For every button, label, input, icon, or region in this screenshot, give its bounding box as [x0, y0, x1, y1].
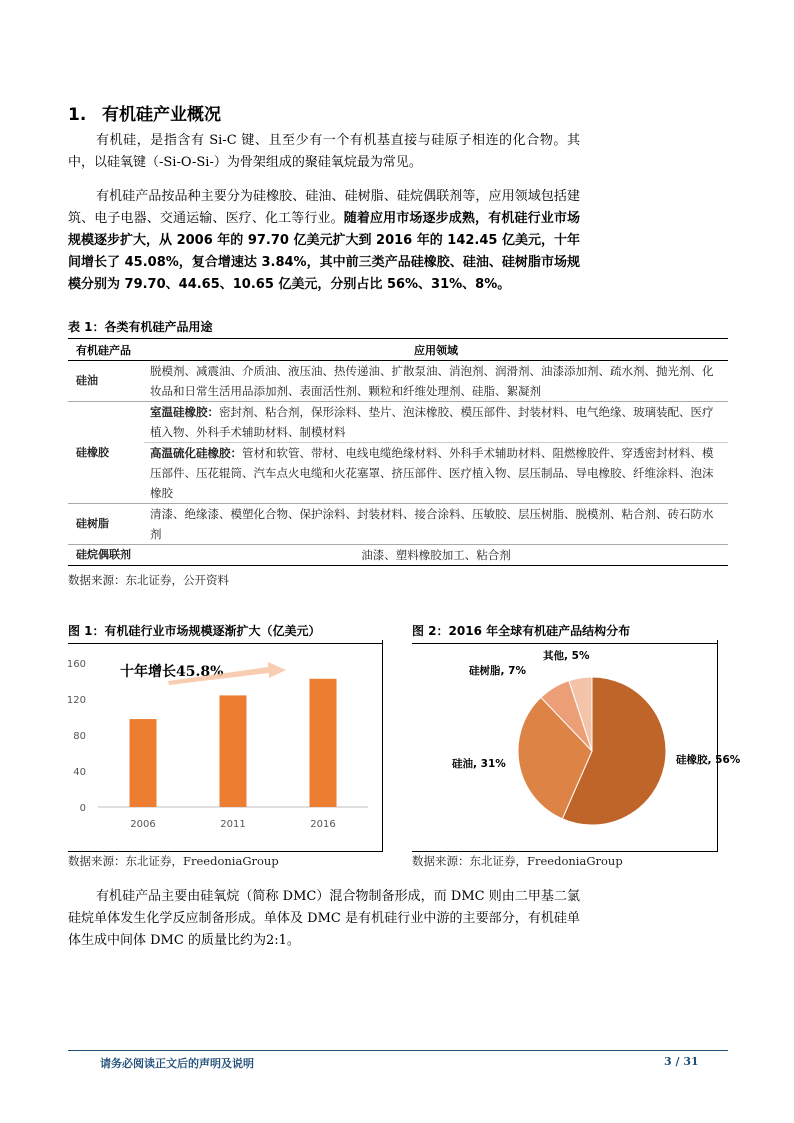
section-number: 1.: [68, 105, 87, 125]
htv-label: 高温硫化硅橡胶：: [150, 446, 242, 460]
product-uses: 油漆、塑料橡胶加工、粘合剂: [144, 545, 728, 566]
table-row: [68, 545, 728, 566]
x-tick-label: 2016: [310, 819, 336, 830]
growth-annotation: 十年增长45.8%: [120, 664, 224, 680]
table-row: [68, 361, 728, 402]
y-tick-label: 120: [66, 695, 86, 706]
header-product: 有机硅产品: [68, 339, 144, 361]
rtv-uses: 密封剂、粘合剂，保形涂料、垫片、泡沫橡胶、模压部件、封装材料、电气绝缘、玻璃装配、医疗植入物、外科手术辅助材料、制模材料: [150, 405, 714, 439]
table-row: [68, 443, 728, 504]
table-source: 数据来源：东北证券，公开资料: [68, 573, 229, 587]
market-text-plain: 有机硅产品按品种主要分为硅橡胶、硅油、硅树脂、硅烷偶联剂等，应用领域包括建筑、电子电器、交通运输、医疗、化工等行业。: [68, 189, 580, 226]
y-tick-label: 40: [73, 767, 86, 778]
y-tick-label: 160: [66, 659, 86, 670]
figure1-right-rule: [382, 640, 383, 852]
bar: [310, 679, 337, 807]
table-row: [68, 504, 728, 545]
product-uses: [144, 443, 728, 504]
pie-slice-label: 硅油, 31%: [452, 758, 506, 770]
bar: [220, 695, 247, 807]
section-heading: [68, 100, 221, 125]
header-uses: 应用领域: [144, 339, 728, 361]
y-tick-label: 80: [73, 731, 86, 742]
y-tick-label: 0: [79, 803, 86, 814]
footer-rule: [68, 1050, 728, 1051]
figure2-source: 数据来源：东北证券，FreedoniaGroup: [412, 854, 623, 868]
pie-slice-label: 硅树脂, 7%: [469, 665, 526, 677]
product-name: 硅橡胶: [68, 402, 144, 504]
product-name: 硅树脂: [68, 504, 144, 545]
bar: [130, 719, 157, 807]
pie-slice-label: 硅橡胶, 56%: [676, 754, 741, 766]
product-uses: 脱模剂、减震油、介质油、液压油、热传递油、扩散泵油、消泡剂、润滑剂、油漆添加剂、疏水剂、抛光剂、化妆品和日常生活用品添加剂、表面活性剂、颗粒和纤维处理剂、硅脂、絮凝剂: [144, 361, 728, 402]
figure1-source: 数据来源：东北证券，FreedoniaGroup: [68, 854, 279, 868]
x-tick-label: 2011: [220, 819, 246, 830]
product-name: 硅烷偶联剂: [68, 545, 144, 566]
market-text-bold: 随着应用市场逐步成熟，有机硅行业市场规模逐步扩大，从 2006 年的 97.70 亿美元扩大到 2016 年的 142.45 亿美元，十年间增长了 45.08%，复合增速达 3.84%，其中前三类产品硅橡胶、硅油、硅树脂市场规模分别为 79.70、44.65、10.65 亿美元，分别占比 56%、31%、8%。: [68, 211, 580, 292]
market-size-bar-chart: [68, 645, 378, 845]
dmc-paragraph: 有机硅产品主要由硅氧烷（简称 DMC）混合物制备形成，而 DMC 则由二甲基二氯硅烷单体发生化学反应制备形成。单体及 DMC 是有机硅行业中游的主要部分，有机硅单体生成中间体 DMC 的质量比约为2:1。: [68, 889, 580, 948]
section-title: 有机硅产业概况: [102, 105, 221, 125]
table-row: [68, 402, 728, 443]
footer-disclaimer: 请务必阅读正文后的声明及说明: [100, 1057, 254, 1070]
market-paragraph: [68, 186, 580, 296]
figure2-caption: 图 2：2016 年全球有机硅产品结构分布: [412, 622, 718, 644]
product-structure-pie-chart: [412, 640, 741, 848]
rtv-label: 室温硅橡胶：: [150, 405, 219, 419]
figure1-caption: 图 1：有机硅行业市场规模逐渐扩大（亿美元）: [68, 622, 382, 644]
product-name: 硅油: [68, 361, 144, 402]
figure2-right-rule: [717, 640, 718, 852]
products-table: [68, 338, 728, 566]
x-tick-label: 2006: [130, 819, 156, 830]
table-caption: 表 1：各类有机硅产品用途: [68, 320, 213, 334]
product-uses: 清漆、绝缘漆、模塑化合物、保护涂料、封装材料、接合涂料、压敏胶、层压树脂、脱模剂、粘合剂、砖石防水剂: [144, 504, 728, 545]
intro-paragraph: 有机硅，是指含有 Si-C 键、且至少有一个有机基直接与硅原子相连的化合物。其中，以硅氧键（-Si-O-Si-）为骨架组成的聚硅氧烷最为常见。: [68, 133, 580, 170]
figure2-bottom-rule: [412, 851, 718, 852]
product-uses: [144, 402, 728, 443]
figure1-bottom-rule: [68, 851, 383, 852]
pie-slice-label: 其他, 5%: [543, 650, 590, 662]
page-number: 3 / 31: [664, 1055, 699, 1068]
htv-uses: 管材和软管、带材、电线电缆绝缘材料、外科手术辅助材料、阻燃橡胶件、穿透密封材料、模压部件、压花辊筒、汽车点火电缆和火花塞罩、挤压部件、医疗植入物、层压制品、导电橡胶、纤维涂料、泡沫橡胶: [150, 446, 714, 500]
table-header-row: [68, 339, 728, 361]
